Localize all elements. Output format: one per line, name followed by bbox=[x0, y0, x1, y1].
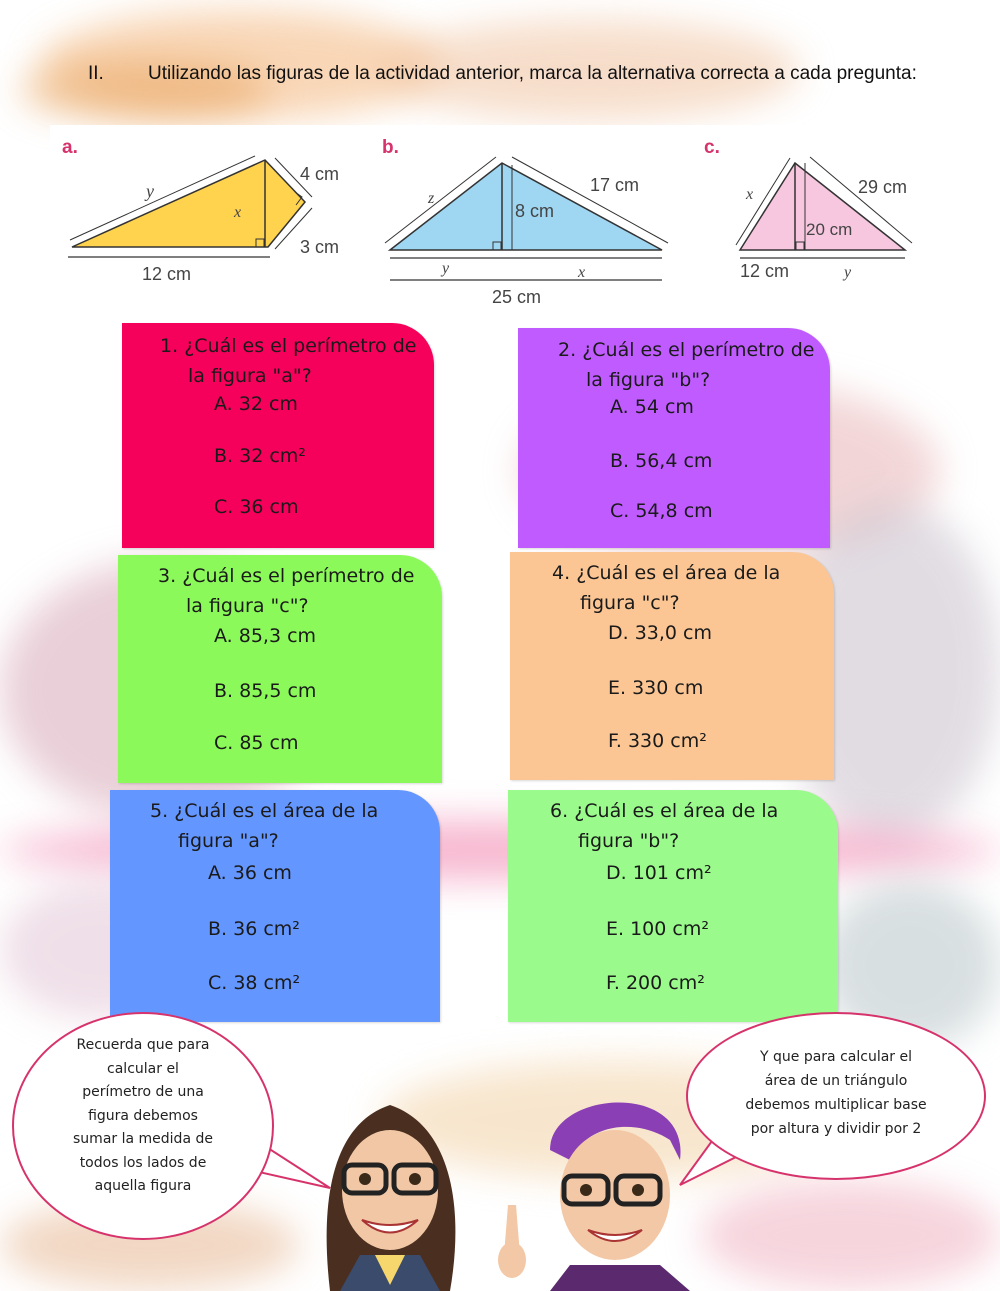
question-3-text: 3. ¿Cuál es el perímetro de la figura "c"? bbox=[158, 565, 415, 617]
figures-panel bbox=[50, 125, 950, 325]
fig-b-height: 8 cm bbox=[515, 201, 555, 221]
figure-b-label: b. bbox=[382, 137, 399, 158]
fig-a-base: 12 cm bbox=[142, 264, 192, 284]
section-number: II. bbox=[88, 63, 104, 84]
q6-option-d[interactable]: D. 101 cm² bbox=[606, 862, 712, 884]
q5-option-b[interactable]: B. 36 cm² bbox=[208, 918, 300, 940]
q4-option-f[interactable]: F. 330 cm² bbox=[608, 730, 707, 752]
question-1-text: 1. ¿Cuál es el perímetro de la figura "a"? bbox=[160, 335, 417, 387]
fig-b-y: y bbox=[442, 260, 450, 277]
q3-option-c[interactable]: C. 85 cm bbox=[214, 732, 299, 754]
fig-b-side: 17 cm bbox=[590, 175, 640, 195]
q1-option-a[interactable]: A. 32 cm bbox=[214, 393, 298, 415]
triangle-figures bbox=[50, 125, 950, 325]
question-card-6 bbox=[508, 790, 838, 1022]
triangle-c bbox=[736, 157, 912, 281]
figure-c-label: c. bbox=[704, 137, 720, 158]
fig-b-x: x bbox=[578, 264, 586, 281]
teacher-avatar-left bbox=[300, 1085, 480, 1291]
instruction-text: Utilizando las figuras de la actividad anterior, marca la alternativa correcta a cada pregunta: bbox=[148, 63, 917, 84]
question-5-text: 5. ¿Cuál es el área de la figura "a"? bbox=[150, 800, 379, 852]
figure-a-label: a. bbox=[62, 137, 78, 158]
triangle-a bbox=[68, 156, 339, 284]
q1-option-c[interactable]: C. 36 cm bbox=[214, 496, 299, 518]
fig-c-x: x bbox=[746, 186, 754, 203]
q3-option-b[interactable]: B. 85,5 cm bbox=[214, 680, 317, 702]
question-card-2 bbox=[518, 328, 830, 548]
fig-a-x: x bbox=[234, 204, 242, 221]
fig-c-side: 29 cm bbox=[858, 177, 908, 197]
teacher-avatar-right bbox=[490, 1080, 720, 1291]
fig-a-side2: 3 cm bbox=[300, 237, 340, 257]
q6-option-f[interactable]: F. 200 cm² bbox=[606, 972, 705, 994]
q2-option-a[interactable]: A. 54 cm bbox=[610, 396, 694, 418]
question-card-1 bbox=[122, 323, 434, 548]
q4-option-d[interactable]: D. 33,0 cm bbox=[608, 622, 713, 644]
q6-option-e[interactable]: E. 100 cm² bbox=[606, 918, 709, 940]
q2-option-b[interactable]: B. 56,4 cm bbox=[610, 450, 713, 472]
right-speech-bubble: Y que para calcular el área de un triángulo debemos multiplicar base por altura y dividir por 2 bbox=[686, 1012, 986, 1180]
question-4-text: 4. ¿Cuál es el área de la figura "c"? bbox=[552, 562, 781, 614]
fig-c-base: 12 cm bbox=[740, 261, 790, 281]
question-6-text: 6. ¿Cuál es el área de la figura "b"? bbox=[550, 800, 779, 852]
fig-b-base: 25 cm bbox=[492, 287, 542, 307]
question-card-3 bbox=[118, 555, 442, 783]
question-card-4 bbox=[510, 552, 834, 780]
q5-option-c[interactable]: C. 38 cm² bbox=[208, 972, 301, 994]
question-2-text: 2. ¿Cuál es el perímetro de la figura "b"? bbox=[558, 339, 815, 391]
q3-option-a[interactable]: A. 85,3 cm bbox=[214, 625, 317, 647]
fig-a-y: y bbox=[146, 181, 154, 201]
q4-option-e[interactable]: E. 330 cm bbox=[608, 677, 704, 699]
fig-a-side1: 4 cm bbox=[300, 164, 340, 184]
q5-option-a[interactable]: A. 36 cm bbox=[208, 862, 292, 884]
question-card-5 bbox=[110, 790, 440, 1022]
q2-option-c[interactable]: C. 54,8 cm bbox=[610, 500, 713, 522]
fig-b-z: z bbox=[428, 190, 435, 207]
left-speech-bubble: Recuerda que para calcular el perímetro de una figura debemos sumar la medida de todos los lados de aquella figura bbox=[12, 1012, 274, 1240]
fig-c-y: y bbox=[844, 264, 852, 281]
triangle-b bbox=[385, 157, 668, 307]
fig-c-height: 20 cm bbox=[806, 220, 853, 239]
q1-option-b[interactable]: B. 32 cm² bbox=[214, 445, 306, 467]
